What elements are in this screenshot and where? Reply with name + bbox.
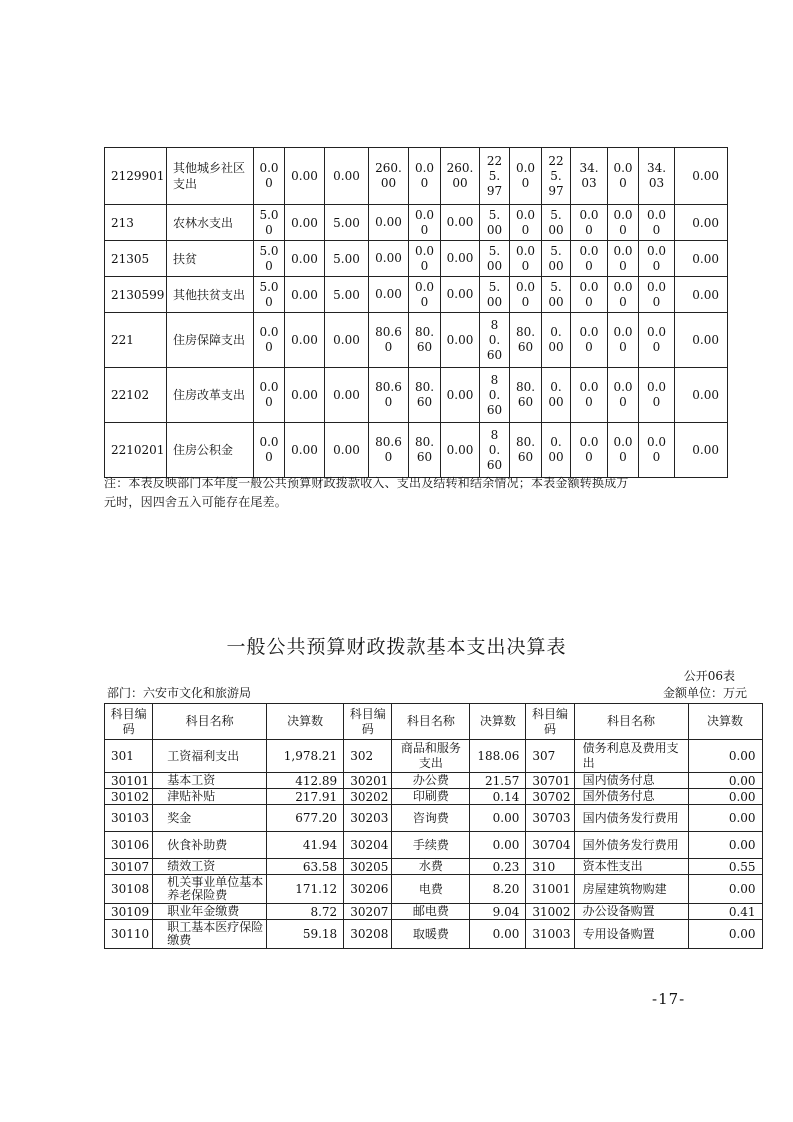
name-cell: 印刷费 (392, 789, 470, 805)
amount-cell: 0.00 (675, 148, 728, 205)
amount-cell: 0.00 (688, 740, 762, 773)
name-cell: 资本性支出 (574, 859, 688, 875)
table-row (105, 832, 763, 859)
code-cell: 30206 (344, 875, 392, 904)
code-cell: 30704 (526, 832, 574, 859)
name-cell: 伙食补助费 (153, 832, 267, 859)
table-row (105, 875, 763, 904)
amount-cell: 0.00 (409, 205, 441, 241)
name-cell: 手续费 (392, 832, 470, 859)
subject-name-cell: 扶贫 (167, 241, 254, 277)
table-header-row (105, 704, 763, 740)
name-cell: 国外债务发行费用 (574, 832, 688, 859)
amount-cell: 0.00 (608, 277, 639, 313)
amount-cell: 0.14 (470, 789, 526, 805)
name-cell: 专用设备购置 (574, 920, 688, 949)
table-row (105, 313, 728, 368)
amount-cell: 5.00 (254, 241, 285, 277)
code-cell: 30204 (344, 832, 392, 859)
name-cell: 国内债务发行费用 (574, 805, 688, 832)
name-cell: 机关事业单位基本养老保险费 (153, 875, 267, 904)
amount-cell: 0.00 (510, 148, 542, 205)
amount-cell: 80.60 (510, 423, 542, 478)
amount-cell: 412.89 (267, 773, 344, 789)
amount-cell: 0.00 (325, 148, 369, 205)
name-cell: 房屋建筑物购建 (574, 875, 688, 904)
name-cell: 债务利息及费用支出 (574, 740, 688, 773)
amount-cell: 0.00 (285, 423, 325, 478)
amount-cell: 0.23 (470, 859, 526, 875)
table-note-line: 注：本表反映部门本年度一般公共预算财政拨款收入、支出及结转和结余情况；本表金额转换成万 (104, 476, 629, 490)
table-row (105, 148, 728, 205)
subject-code-cell: 221 (105, 313, 167, 368)
unit-label: 金额单位：万元 (662, 686, 747, 700)
amount-cell: 0.00 (639, 313, 675, 368)
amount-cell: 5.00 (542, 277, 571, 313)
code-cell: 30202 (344, 789, 392, 805)
amount-cell: 0.00 (441, 368, 480, 423)
code-cell: 30108 (105, 875, 153, 904)
amount-cell: 34.03 (571, 148, 608, 205)
amount-cell: 0.00 (285, 368, 325, 423)
amount-cell: 0.00 (571, 368, 608, 423)
amount-cell: 0.00 (571, 313, 608, 368)
amount-cell: 0.00 (254, 148, 285, 205)
amount-cell: 0.55 (688, 859, 762, 875)
amount-cell: 0.00 (688, 920, 762, 949)
amount-cell: 0.00 (571, 205, 608, 241)
col-header: 科目编码 (344, 704, 392, 740)
table-row (105, 740, 763, 773)
code-cell: 31003 (526, 920, 574, 949)
amount-cell: 5.00 (325, 205, 369, 241)
amount-cell: 0.00 (542, 423, 571, 478)
code-cell: 31002 (526, 904, 574, 920)
table-row (105, 920, 763, 949)
amount-cell: 0.00 (688, 805, 762, 832)
col-header: 决算数 (470, 704, 526, 740)
code-cell: 31001 (526, 875, 574, 904)
table-row (105, 805, 763, 832)
page-number: -17- (652, 990, 686, 1008)
amount-cell: 217.91 (267, 789, 344, 805)
amount-cell: 59.18 (267, 920, 344, 949)
name-cell: 工资福利支出 (153, 740, 267, 773)
amount-cell: 5.00 (480, 241, 510, 277)
amount-cell: 5.00 (480, 277, 510, 313)
name-cell: 国外债务付息 (574, 789, 688, 805)
table-row (105, 368, 728, 423)
amount-cell: 1,978.21 (267, 740, 344, 773)
amount-cell: 0.00 (639, 277, 675, 313)
amount-cell: 0.00 (688, 832, 762, 859)
amount-cell: 34.03 (639, 148, 675, 205)
department-label: 部门：六安市文化和旅游局 (107, 686, 252, 700)
amount-cell: 188.06 (470, 740, 526, 773)
amount-cell: 0.00 (369, 205, 409, 241)
amount-cell: 225.97 (480, 148, 510, 205)
amount-cell: 260.00 (441, 148, 480, 205)
amount-cell: 0.41 (688, 904, 762, 920)
code-cell: 301 (105, 740, 153, 773)
amount-cell: 0.00 (639, 205, 675, 241)
table-row (105, 277, 728, 313)
code-cell: 30106 (105, 832, 153, 859)
amount-cell: 0.00 (675, 368, 728, 423)
amount-cell: 8.20 (470, 875, 526, 904)
code-cell: 30701 (526, 773, 574, 789)
subject-code-cell: 2130599 (105, 277, 167, 313)
subject-name-cell: 住房改革支出 (167, 368, 254, 423)
table-row (105, 789, 763, 805)
amount-cell: 0.00 (688, 875, 762, 904)
amount-cell: 80.60 (369, 368, 409, 423)
table-row (105, 859, 763, 875)
name-cell: 办公费 (392, 773, 470, 789)
name-cell: 职业年金缴费 (153, 904, 267, 920)
code-cell: 30109 (105, 904, 153, 920)
amount-cell: 0.00 (639, 241, 675, 277)
amount-cell: 0.00 (608, 313, 639, 368)
amount-cell: 0.00 (571, 423, 608, 478)
amount-cell: 0.00 (510, 277, 542, 313)
name-cell: 取暖费 (392, 920, 470, 949)
col-header: 决算数 (267, 704, 344, 740)
table-row (105, 423, 728, 478)
amount-cell: 0.00 (675, 423, 728, 478)
amount-cell: 0.00 (608, 148, 639, 205)
amount-cell: 5.00 (480, 205, 510, 241)
name-cell: 邮电费 (392, 904, 470, 920)
amount-cell: 0.00 (510, 205, 542, 241)
amount-cell: 0.00 (441, 205, 480, 241)
amount-cell: 5.00 (254, 205, 285, 241)
name-cell: 办公设备购置 (574, 904, 688, 920)
name-cell: 咨询费 (392, 805, 470, 832)
amount-cell: 0.00 (675, 313, 728, 368)
name-cell: 津贴补贴 (153, 789, 267, 805)
col-header: 科目编码 (526, 704, 574, 740)
code-cell: 30102 (105, 789, 153, 805)
subject-name-cell: 农林水支出 (167, 205, 254, 241)
amount-cell: 260.00 (369, 148, 409, 205)
amount-cell: 0.00 (688, 773, 762, 789)
table-note (104, 474, 704, 512)
code-cell: 30702 (526, 789, 574, 805)
table-row (105, 241, 728, 277)
amount-cell: 225.97 (542, 148, 571, 205)
amount-cell: 0.00 (470, 805, 526, 832)
amount-cell: 0.00 (409, 241, 441, 277)
amount-cell: 0.00 (441, 423, 480, 478)
amount-cell: 0.00 (608, 423, 639, 478)
amount-cell: 80.60 (409, 313, 441, 368)
code-cell: 30107 (105, 859, 153, 875)
name-cell: 基本工资 (153, 773, 267, 789)
amount-cell: 171.12 (267, 875, 344, 904)
amount-cell: 0.00 (608, 368, 639, 423)
name-cell: 绩效工资 (153, 859, 267, 875)
code-cell: 30207 (344, 904, 392, 920)
code-cell: 30101 (105, 773, 153, 789)
amount-cell: 0.00 (542, 313, 571, 368)
amount-cell: 0.00 (254, 423, 285, 478)
amount-cell: 80.60 (369, 423, 409, 478)
col-header: 科目名称 (392, 704, 470, 740)
amount-cell: 0.00 (325, 313, 369, 368)
amount-cell: 63.58 (267, 859, 344, 875)
amount-cell: 0.00 (441, 313, 480, 368)
amount-cell: 5.00 (325, 277, 369, 313)
col-header: 科目编码 (105, 704, 153, 740)
name-cell: 电费 (392, 875, 470, 904)
amount-cell: 0.00 (470, 832, 526, 859)
carryover-table (104, 147, 728, 478)
table-row (105, 205, 728, 241)
amount-cell: 0.00 (542, 368, 571, 423)
amount-cell: 0.00 (325, 368, 369, 423)
amount-cell: 677.20 (267, 805, 344, 832)
amount-cell: 0.00 (571, 277, 608, 313)
code-cell: 30208 (344, 920, 392, 949)
name-cell: 商品和服务支出 (392, 740, 470, 773)
amount-cell: 80.60 (409, 368, 441, 423)
amount-cell: 0.00 (639, 368, 675, 423)
subject-code-cell: 2210201 (105, 423, 167, 478)
table-row (105, 773, 763, 789)
code-cell: 30205 (344, 859, 392, 875)
amount-cell: 5.00 (254, 277, 285, 313)
subject-code-cell: 2129901 (105, 148, 167, 205)
name-cell: 国内债务付息 (574, 773, 688, 789)
amount-cell: 0.00 (285, 313, 325, 368)
amount-cell: 0.00 (409, 277, 441, 313)
amount-cell: 5.00 (325, 241, 369, 277)
amount-cell: 0.00 (571, 241, 608, 277)
col-header: 决算数 (688, 704, 762, 740)
name-cell: 奖金 (153, 805, 267, 832)
amount-cell: 0.00 (608, 241, 639, 277)
basic-expenditure-table (104, 703, 763, 949)
amount-cell: 80.60 (480, 313, 510, 368)
amount-cell: 0.00 (254, 368, 285, 423)
amount-cell: 80.60 (369, 313, 409, 368)
amount-cell: 0.00 (441, 241, 480, 277)
amount-cell: 80.60 (510, 313, 542, 368)
code-cell: 30103 (105, 805, 153, 832)
col-header: 科目名称 (574, 704, 688, 740)
amount-cell: 41.94 (267, 832, 344, 859)
page-title: 一般公共预算财政拨款基本支出决算表 (226, 636, 567, 658)
table-note-line: 元时，因四舍五入可能存在尾差。 (104, 495, 288, 509)
amount-cell: 0.00 (285, 205, 325, 241)
subject-code-cell: 213 (105, 205, 167, 241)
amount-cell: 8.72 (267, 904, 344, 920)
subject-name-cell: 其他扶贫支出 (167, 277, 254, 313)
amount-cell: 80.60 (480, 423, 510, 478)
amount-cell: 9.04 (470, 904, 526, 920)
code-cell: 310 (526, 859, 574, 875)
amount-cell: 5.00 (542, 241, 571, 277)
amount-cell: 80.60 (480, 368, 510, 423)
code-cell: 30703 (526, 805, 574, 832)
amount-cell: 0.00 (639, 423, 675, 478)
amount-cell: 0.00 (441, 277, 480, 313)
subject-code-cell: 21305 (105, 241, 167, 277)
subject-name-cell: 住房公积金 (167, 423, 254, 478)
basic-expenditure-body (105, 740, 763, 949)
amount-cell: 0.00 (675, 205, 728, 241)
amount-cell: 0.00 (675, 277, 728, 313)
amount-cell: 80.60 (510, 368, 542, 423)
name-cell: 职工基本医疗保险缴费 (153, 920, 267, 949)
subject-code-cell: 22102 (105, 368, 167, 423)
amount-cell: 0.00 (325, 423, 369, 478)
amount-cell: 21.57 (470, 773, 526, 789)
table-row (105, 904, 763, 920)
amount-cell: 0.00 (688, 789, 762, 805)
carryover-table-body (105, 148, 728, 478)
amount-cell: 0.00 (369, 241, 409, 277)
subject-name-cell: 住房保障支出 (167, 313, 254, 368)
amount-cell: 0.00 (285, 277, 325, 313)
code-cell: 30110 (105, 920, 153, 949)
amount-cell: 0.00 (510, 241, 542, 277)
col-header: 科目名称 (153, 704, 267, 740)
code-cell: 30201 (344, 773, 392, 789)
amount-cell: 5.00 (542, 205, 571, 241)
code-cell: 302 (344, 740, 392, 773)
code-cell: 30203 (344, 805, 392, 832)
amount-cell: 0.00 (608, 205, 639, 241)
table-number: 公开06表 (683, 669, 735, 683)
subject-name-cell: 其他城乡社区支出 (167, 148, 254, 205)
amount-cell: 0.00 (369, 277, 409, 313)
amount-cell: 0.00 (285, 241, 325, 277)
amount-cell: 0.00 (285, 148, 325, 205)
amount-cell: 0.00 (254, 313, 285, 368)
amount-cell: 0.00 (409, 148, 441, 205)
code-cell: 307 (526, 740, 574, 773)
name-cell: 水费 (392, 859, 470, 875)
amount-cell: 80.60 (409, 423, 441, 478)
amount-cell: 0.00 (675, 241, 728, 277)
amount-cell: 0.00 (470, 920, 526, 949)
